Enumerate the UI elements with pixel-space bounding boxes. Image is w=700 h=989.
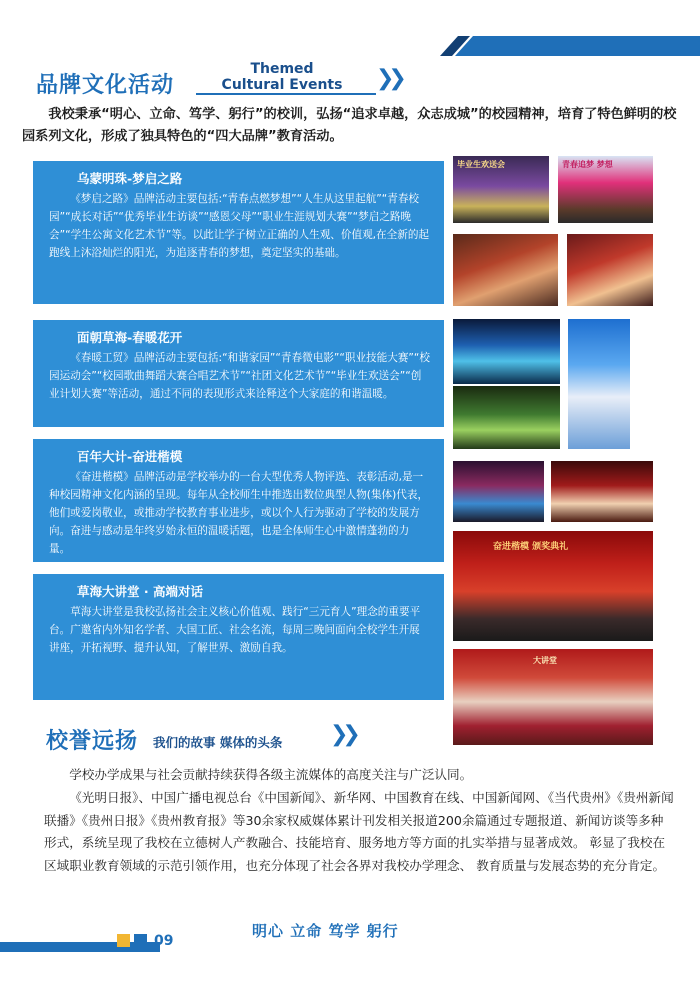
card-title: 面朝草海-春暖花开 [77,330,183,345]
card-dream-road [33,161,444,304]
school-motto: 明心 立命 笃学 躬行 [252,922,399,940]
photo-award-ceremony [453,531,653,641]
title-underline [196,93,376,95]
photo-caption: 大讲堂 [533,656,557,665]
card-body: 《梦启之路》品牌活动主要包括:“青春点燃梦想”“人生从这里起航”“青春校园”“成长对话”“优秀毕业生访谈”“感恩父母”“职业生涯规划大赛”“梦启之路晚会”“学生公寓文化艺术节”等。以此让学子树立正确的人生观、价值观,在全新的起跑线上沐浴灿烂的阳光，为追逐青春的梦想，奠定坚实的基础。 [49,193,430,259]
chevron-right-icon: ❯❯ [330,722,355,747]
media-reports-paragraph: 《光明日报》、中国广播电视总台《中国新闻》、新华网、中国教育在线、中国新闻网、《当代贵州》《贵州新闻联播》《贵州日报》《贵州教育报》等30余家权威媒体累计刊发相关报道200余篇通过专题报道、新闻访谈等多种形式，系统呈现了我校在立德树人产教融合、技能培育、服务地方等方面的扎实举措与显著成效。 彰显了我校在区域职业教育领域的示范引领作用，也充分体现了社会各界对我校办学理念、 教育质量与发展态势的充分肯定。 [44,790,674,873]
intro-paragraph: 我校秉承“明心、立命、笃学、躬行”的校训，弘扬“追求卓越，众志成城”的校园精神，培育了特色鲜明的校园系列文化，形成了独具特色的“四大品牌”教育活动。 [22,107,677,144]
photo-singer-stage [568,319,630,449]
card-spring-warmth [33,320,444,427]
footer-square-yellow [117,934,130,947]
photo-caption: 奋进楷模 颁奖典礼 [493,542,569,552]
photo-music-performance [453,234,558,306]
photo-group-dance [551,461,653,522]
photo-caption: 青春追梦 梦想 [562,160,613,169]
chevron-right-icon: ❯❯ [376,66,401,91]
card-title: 百年大计-奋进楷模 [77,449,183,464]
photo-lecture-hall [453,649,653,745]
card-body: 《奋进楷模》品牌活动是学校举办的一台大型优秀人物评选、表彰活动,是一种校园精神文化内涵的呈现。每年从全校师生中推选出数位典型人物(集体)代表，他们或爱岗敬业，或推动学校教育事业进步，或以个人行为驱动了学校的发展方向。奋进与感动是年终岁始永恒的温暖话题，也是全体师生心中激情蓬勃的力量。 [49,471,429,555]
section-title-reputation: 校誉远扬 [46,729,139,754]
photo-campus-night [453,319,560,384]
photo-sports-field [453,386,560,449]
card-title: 乌蒙明珠-梦启之路 [77,171,183,186]
card-role-models [33,439,444,562]
section-title-brand-activities: 品牌文化活动 [36,73,175,98]
header-accent-bar [455,36,700,56]
photo-caption: 毕业生欢送会 [457,160,505,169]
section-title-english [200,61,364,93]
card-body: 草海大讲堂是我校弘扬社会主义核心价值观、践行“三元育人”理念的重要平台。广邀省内外知名学者、大国工匠、社会名流，每周三晚间面向全校学生开展讲座，开拓视野、提升认知，了解世界、激励自我。 [49,606,421,654]
section-title-english-line1: Themed [250,61,314,77]
card-lecture-hall [33,574,444,700]
section-subtitle-media: 我们的故事 媒体的头条 [153,735,283,750]
photo-dance-performance [453,461,544,522]
photo-graduation-ceremony [453,156,549,223]
media-intro-paragraph: 学校办学成果与社会贡献持续获得各级主流媒体的高度关注与广泛认同。 [69,767,473,782]
section-title-english-line2: Cultural Events [221,77,343,93]
photo-stage-dream [558,156,653,223]
photo-musicians [567,234,653,306]
card-title: 草海大讲堂 · 高端对话 [77,584,203,599]
card-body: 《春暖工贸》品牌活动主要包括:“和谐家园”“青春微电影”“职业技能大赛”“校园运动会”“校园歌曲舞蹈大赛合唱艺术节”“社团文化艺术节”“毕业生欢送会”“创业计划大赛”等活动，通过不同的表现形式来诠释这个大家庭的和谐温暖。 [49,352,430,400]
page-number: 09 [154,933,174,949]
footer-square-blue [134,934,147,947]
